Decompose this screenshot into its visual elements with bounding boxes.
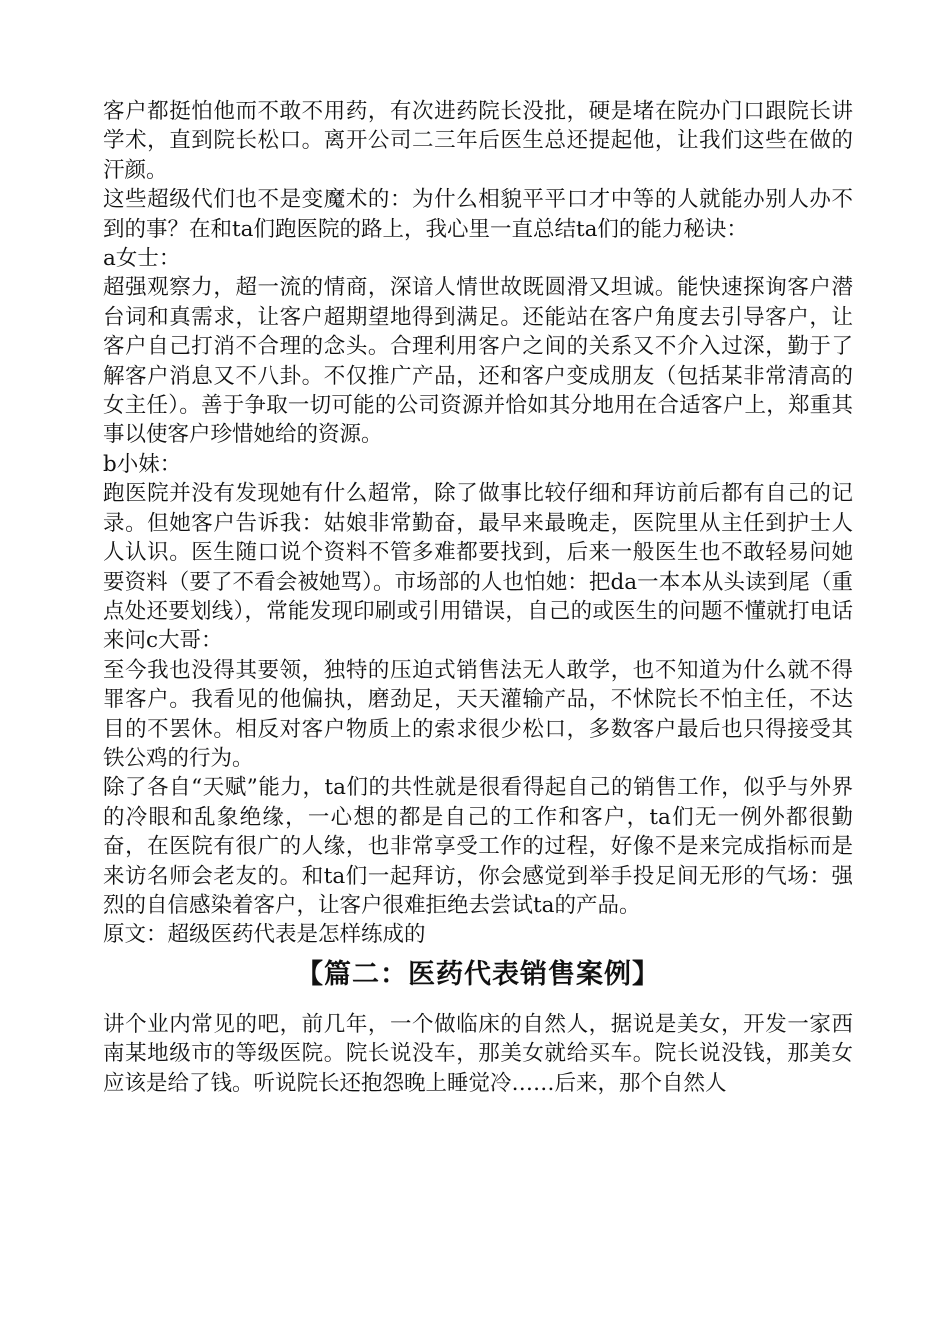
paragraph: 超强观察力，超一流的情商，深谙人情世故既圆滑又坦诚。能快速探询客户潜台词和真需求，让客户超期望地得到满足。还能站在客户角度去引导客户，让客户自己打消不合理的念头。合理利用客户之间的关系又不介入过深，勤于了解客户消息又不八卦。不仅推广产品，还和客户变成朋友（包括某非常清高的女主任）。善于争取一切可能的公司资源并恰如其分地用在合适客户上，郑重其事以使客户珍惜她给的资源。 xyxy=(103,275,853,448)
paragraph: 至今我也没得其要领，独特的压迫式销售法无人敢学，也不知道为什么就不得罪客户。我看见的他偏执，磨劲足，天天灌输产品，不怵院长不怕主任，不达目的不罢休。相反对客户物质上的索求很少松口，多数客户最后也只得接受其铁公鸡的行为。 xyxy=(103,657,853,771)
speaker-label-a: a女士： xyxy=(103,246,181,272)
section-heading: 【篇二：医药代表销售案例】 xyxy=(296,958,660,990)
paragraph: 客户都挺怕他而不敢不用药，有次进药院长没批，硬是堵在院办门口跟院长讲学术，直到院长松口。离开公司二三年后医生总还提起他，让我们这些在做的汗颜。 xyxy=(103,99,853,183)
document-page xyxy=(103,97,853,1098)
paragraph: 跑医院并没有发现她有什么超常，除了做事比较仔细和拜访前后都有自己的记录。但她客户告诉我：姑娘非常勤奋，最早来最晚走，医院里从主任到护士人人认识。医生随口说个资料不管多难都要找到，后来一般医生也不敢轻易问她要资料（要了不看会被她骂）。市场部的人也怕她：把da一本本从头读到尾（重点处还要划线），常能发现印刷或引用错误，自己的或医生的问题不懂就打电话来问c大哥： xyxy=(103,481,853,654)
source-line: 原文：超级医药代表是怎样练成的 xyxy=(103,922,426,948)
paragraph: 除了各自“天赋”能力，ta们的共性就是很看得起自己的销售工作，似乎与外界的冷眼和乱象绝缘，一心想的都是自己的工作和客户，ta们无一例外都很勤奋，在医院有很广的人缘，也非常享受工作的过程，好像不是来完成指标而是来访名师会老友的。和ta们一起拜访，你会感觉到举手投足间无形的气场：强烈的自信感染着客户，让客户很难拒绝去尝试ta的产品。 xyxy=(103,775,853,918)
paragraph: 这些超级代们也不是变魔术的：为什么相貌平平口才中等的人就能办别人办不到的事？在和ta们跑医院的路上，我心里一直总结ta们的能力秘诀： xyxy=(103,187,853,242)
speaker-label-b: b小妹： xyxy=(103,451,182,477)
paragraph: 讲个业内常见的吧，前几年，一个做临床的自然人，据说是美女，开发一家西南某地级市的等级医院。院长说没车，那美女就给买车。院长说没钱，那美女应该是给了钱。听说院长还抱怨晚上睡觉冷……后来，那个自然人 xyxy=(103,1011,853,1096)
